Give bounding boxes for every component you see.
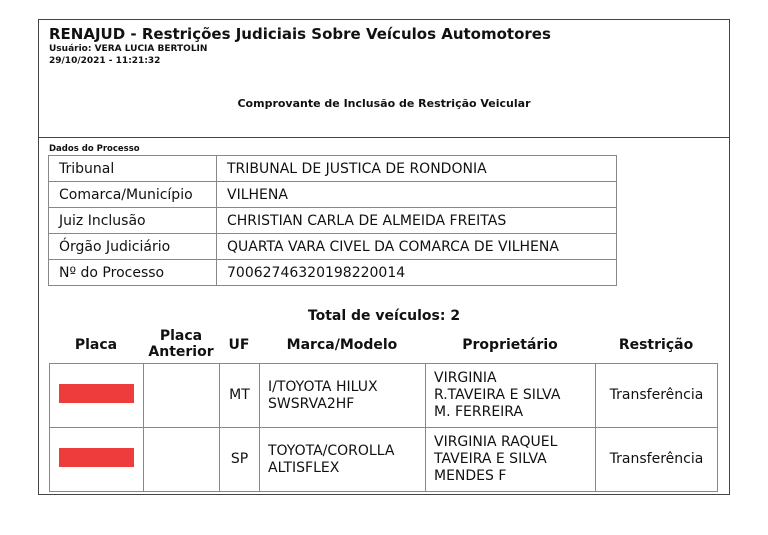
- owner-cell: [426, 364, 596, 428]
- uf-cell: MT: [220, 364, 260, 428]
- table-row: [49, 260, 617, 286]
- col-header-marca: Marca/Modelo: [286, 337, 398, 353]
- process-label: Juiz Inclusão: [49, 208, 217, 234]
- process-table: [48, 155, 617, 286]
- table-row: [50, 364, 718, 428]
- model-line: SWSRVA2HF: [268, 395, 355, 412]
- model-cell: [260, 428, 426, 492]
- table-row: [49, 208, 617, 234]
- user-name: Usuário: VERA LUCIA BERTOLIN: [49, 44, 208, 54]
- process-value: VILHENA: [217, 182, 617, 208]
- table-row: [49, 156, 617, 182]
- col-header-placa-anterior-line1: Placa: [159, 328, 203, 344]
- process-section-label: Dados do Processo: [49, 144, 140, 154]
- process-label: Órgão Judiciário: [49, 234, 217, 260]
- document-header: [39, 20, 729, 138]
- owner-line: R.TAVEIRA E SILVA: [434, 387, 561, 403]
- process-value: CHRISTIAN CARLA DE ALMEIDA FREITAS: [217, 208, 617, 234]
- model-line: ALTISFLEX: [268, 459, 340, 476]
- document-frame: [38, 19, 730, 495]
- document-subtitle: Comprovante de Inclusão de Restrição Veicular: [237, 97, 531, 110]
- process-value: QUARTA VARA CIVEL DA COMARCA DE VILHENA: [217, 234, 617, 260]
- plate-redaction: [59, 384, 134, 403]
- process-label: Comarca/Município: [49, 182, 217, 208]
- owner-line: VIRGINIA: [434, 370, 497, 386]
- timestamp: 29/10/2021 - 11:21:32: [49, 56, 161, 66]
- uf-cell: SP: [220, 428, 260, 492]
- process-label: Tribunal: [49, 156, 217, 182]
- model-cell: [260, 364, 426, 428]
- owner-line: VIRGINIA RAQUEL: [434, 434, 558, 450]
- col-header-restricao: Restrição: [618, 337, 694, 353]
- table-row: [50, 428, 718, 492]
- owner-line: MENDES F: [434, 468, 507, 484]
- process-value: 70062746320198220014: [217, 260, 617, 286]
- table-row: [49, 234, 617, 260]
- owner-cell: [426, 428, 596, 492]
- plate-cell: [50, 428, 144, 492]
- col-header-proprietario: Proprietário: [462, 337, 558, 353]
- previous-plate-cell: [144, 428, 220, 492]
- col-header-placa-anterior-line2: Anterior: [148, 344, 214, 360]
- col-header-placa-anterior: [143, 328, 219, 360]
- owner-line: M. FERREIRA: [434, 404, 524, 420]
- vehicle-total: Total de veículos: 2: [307, 308, 461, 324]
- plate-cell: [50, 364, 144, 428]
- restriction-cell: Transferência: [596, 428, 718, 492]
- process-label: Nº do Processo: [49, 260, 217, 286]
- restriction-cell: Transferência: [596, 364, 718, 428]
- col-header-placa: Placa: [74, 337, 118, 353]
- previous-plate-cell: [144, 364, 220, 428]
- owner-line: TAVEIRA E SILVA: [434, 451, 547, 467]
- model-line: TOYOTA/COROLLA: [268, 442, 395, 459]
- page-title: RENAJUD - Restrições Judiciais Sobre Veículos Automotores: [49, 25, 551, 43]
- plate-redaction: [59, 448, 134, 467]
- table-row: [49, 182, 617, 208]
- process-value: TRIBUNAL DE JUSTICA DE RONDONIA: [217, 156, 617, 182]
- vehicle-table: [49, 363, 718, 492]
- model-line: I/TOYOTA HILUX: [268, 378, 378, 395]
- col-header-uf: UF: [228, 337, 250, 353]
